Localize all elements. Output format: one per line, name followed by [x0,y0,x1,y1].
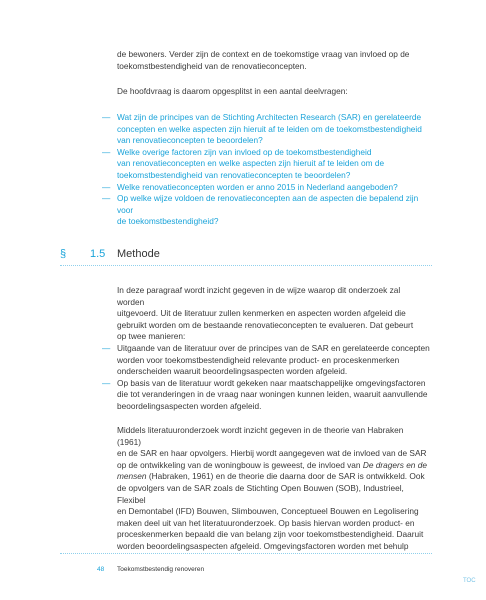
book-title-italic: De dragers en de [362,459,427,470]
dash-bullet: — [102,343,111,353]
toc-link[interactable]: TOC [463,578,476,584]
section-symbol: § [60,248,67,260]
sub-question-item [102,182,432,194]
question-line: van renovatieconcepten en welke aspecten zijn hieruit af te leiden om de [117,158,385,169]
main-question-line: De hoofdvraag is daarom opgesplitst in een aantal deelvragen: [117,86,348,96]
paragraph-line: en de SAR en haar opvolgers. Hierbij wordt aangegeven wat de invloed van de SAR [117,448,427,459]
method-line: beoordelingsaspecten worden afgeleid. [117,400,262,411]
question-line: Welke renovatieconcepten worden er anno 2015 in Nederland aangeboden? [117,181,398,192]
footer-title: Toekomstbestendig renoveren [117,566,205,573]
question-line: concepten en welke aspecten zijn hieruit af te leiden om de toekomstbestendigheid [117,123,422,134]
method-item [102,378,432,413]
literature-paragraph [117,425,429,553]
book-title-italic: mensen [117,471,147,482]
paragraph-line: (Habraken, 1961) en de theorie die daarna door de SAR is ontwikkeld. Ook [146,471,425,482]
section-title: Methode [117,248,160,260]
paragraph-line: gebruikt worden om de bestaande renovatieconcepten te evalueren. Dat gebeurt [117,319,414,330]
paragraph-line: en Demontabel (IFD) Bouwen, Slimbouwen, Conceptueel Bouwen en Legolisering [117,506,419,517]
sub-question-item [102,147,432,182]
methode-intro-paragraph [117,285,429,343]
paragraph-line: proceskenmerken bepaald die van belang zijn voor toekomstbestendigheid. Daaruit [117,529,424,540]
sub-questions-list [102,112,432,228]
dash-bullet: — [102,193,111,204]
paragraph-line: worden beoordelingsaspecten afgeleid. Omgevingsfactoren worden met behulp [117,540,409,551]
sub-question-item [102,193,432,228]
dash-bullet: — [102,112,111,122]
sub-question-item [102,112,432,147]
method-line: die tot veranderingen in de vraag naar woningen kunnen leiden, waaruit aanvullende [117,389,428,400]
question-line: de toekomstbestendigheid? [117,216,219,227]
method-item [102,343,432,378]
question-line: toekomstbestendigheid van renovatieconcepten te beoordelen? [117,169,351,180]
method-line: onderscheiden waaruit beoordelingsaspecten worden afgeleid. [117,366,348,377]
method-line: Op basis van de literatuur wordt gekeken naar maatschappelijke omgevingsfactoren [117,377,426,388]
dash-bullet: — [102,181,111,192]
paragraph-line: maken deel uit van het literatuuronderzoek. Op basis hiervan worden product- en [117,517,415,528]
paragraph-line: op de ontwikkeling van de woningbouw is geweest, de invloed van [117,459,363,470]
paragraph-line: uitgevoerd. Uit de literatuur zullen kenmerken en aspecten worden afgeleid die [117,308,406,319]
question-line: Wat zijn de principes van de Stichting Architecten Research (SAR) en gerelateerde [117,112,422,122]
intro-paragraph [117,49,429,72]
section-number: 1.5 [90,248,106,260]
page-number: 48 [97,566,105,573]
intro-line: de bewoners. Verder zijn de context en de toekomstige vraag van invloed op de [117,49,410,59]
method-line: worden voor toekomstbestendigheid relevante product- en proceskenmerken [117,354,400,365]
dash-bullet: — [102,377,111,388]
paragraph-line: de opvolgers van de SAR zoals de Stichting Open Bouwen (SOB), Industrieel, Flexibel [117,482,404,505]
question-line: van renovatieconcepten te beoordelen? [117,135,263,146]
question-line: Welke overige factoren zijn van invloed op de toekomstbestendigheid [117,146,372,157]
paragraph-line: Middels literatuuronderzoek wordt inzicht gegeven in de theorie van Habraken (1961) [117,425,404,447]
method-line: Uitgaande van de literatuur over de principes van de SAR en gerelateerde concepten [117,343,430,353]
question-line: Op welke wijze voldoen de renovatieconcepten aan de aspecten die bepalend zijn voor [117,193,419,215]
main-question-text [117,86,429,98]
methods-list [102,343,432,413]
intro-line: toekomstbestendigheid van de renovatieconcepten. [117,60,307,71]
paragraph-line: In deze paragraaf wordt inzicht gegeven in de wijze waarop dit onderzoek zal worden [117,285,401,307]
footer-divider [60,553,432,554]
dash-bullet: — [102,146,111,157]
section-heading [60,245,432,266]
paragraph-line: op twee manieren: [117,331,186,342]
